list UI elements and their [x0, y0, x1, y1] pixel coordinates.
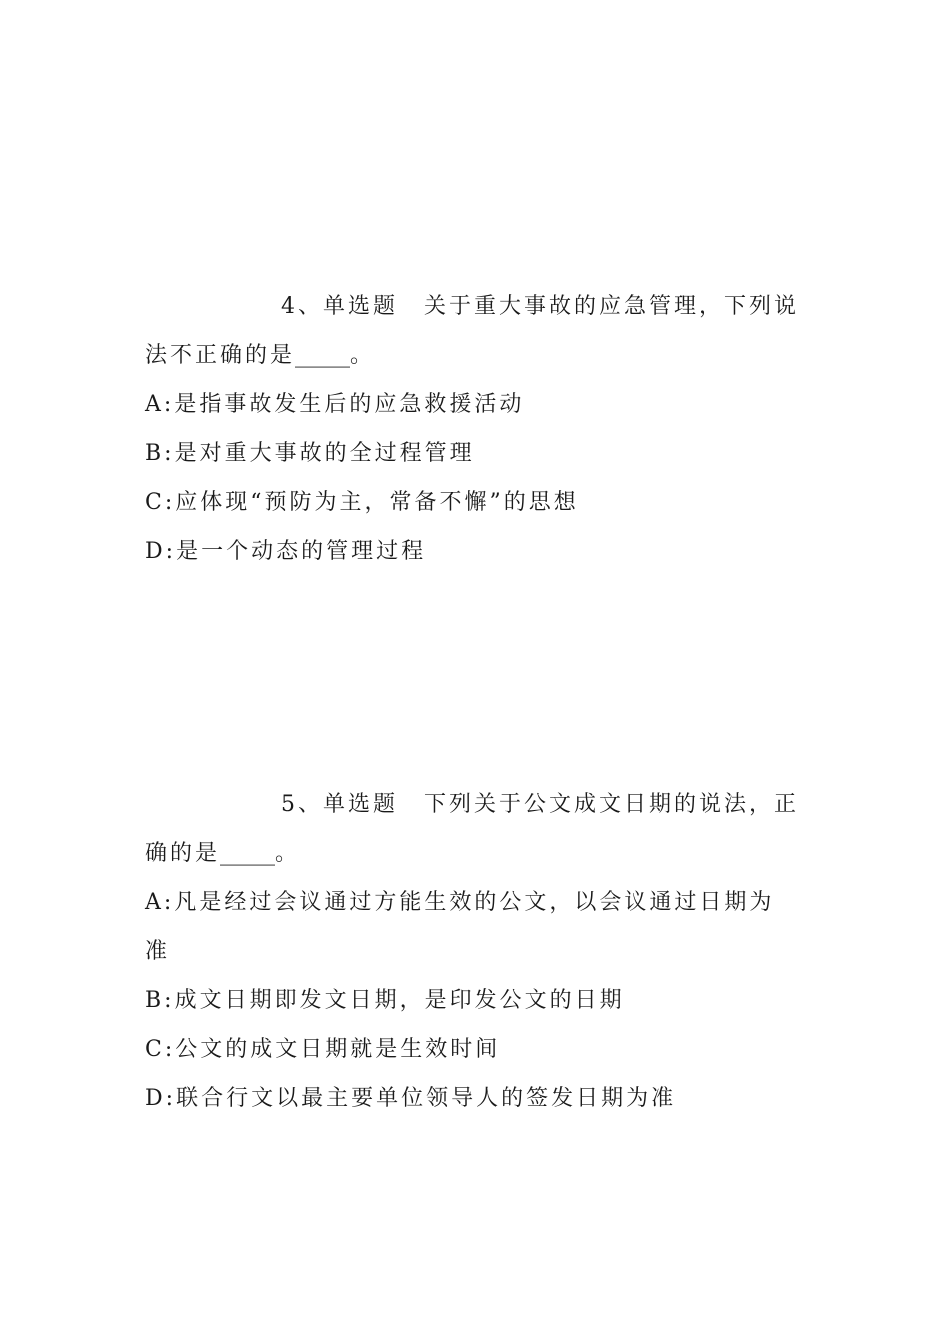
question-stem-text: 确的是 — [145, 841, 221, 866]
option-text: 是指事故发生后的应急救援活动 — [174, 392, 525, 417]
stem-end-mark: 。 — [275, 841, 301, 866]
question-stem-line-1 — [145, 780, 807, 829]
question-stem-text: 关于重大事故的应急管理，下列说 — [424, 294, 800, 319]
option-label: C: — [145, 1037, 176, 1062]
option-text: 准 — [145, 939, 171, 964]
option-a — [145, 380, 807, 429]
option-c — [145, 478, 807, 527]
option-a — [145, 878, 807, 927]
option-label: D: — [145, 539, 177, 564]
question-number: 5、单选题 — [281, 792, 398, 817]
option-label: D: — [145, 1086, 177, 1111]
question-stem-text: 下列关于公文成文日期的说法，正 — [424, 792, 800, 817]
question-stem-line-2 — [145, 331, 807, 380]
option-d — [145, 1074, 807, 1123]
question-5 — [145, 780, 807, 1123]
answer-blank: _____ — [295, 343, 351, 368]
option-label: A: — [145, 890, 175, 915]
question-stem-line-2 — [145, 829, 807, 878]
option-b — [145, 976, 807, 1025]
option-label: B: — [145, 441, 175, 466]
question-stem-text: 法不正确的是 — [145, 343, 296, 368]
option-text: 联合行文以最主要单位领导人的签发日期为准 — [176, 1086, 677, 1111]
question-number: 4、单选题 — [281, 294, 398, 319]
question-stem-line-1 — [145, 282, 807, 331]
option-text: 公文的成文日期就是生效时间 — [175, 1037, 501, 1062]
question-4 — [145, 282, 807, 576]
option-label: A: — [145, 392, 175, 417]
option-text: 凡是经过会议通过方能生效的公文，以会议通过日期为 — [174, 890, 775, 915]
answer-blank: _____ — [220, 841, 276, 866]
stem-end-mark: 。 — [350, 343, 376, 368]
option-label: C: — [145, 490, 176, 515]
option-text: 是一个动态的管理过程 — [176, 539, 427, 564]
option-text: 应体现“预防为主，常备不懈”的思想 — [175, 490, 579, 515]
option-c — [145, 1025, 807, 1074]
option-d — [145, 527, 807, 576]
option-text: 成文日期即发文日期，是印发公文的日期 — [174, 988, 625, 1013]
option-b — [145, 429, 807, 478]
option-text: 是对重大事故的全过程管理 — [174, 441, 475, 466]
option-label: B: — [145, 988, 175, 1013]
option-a-continuation — [145, 927, 807, 976]
